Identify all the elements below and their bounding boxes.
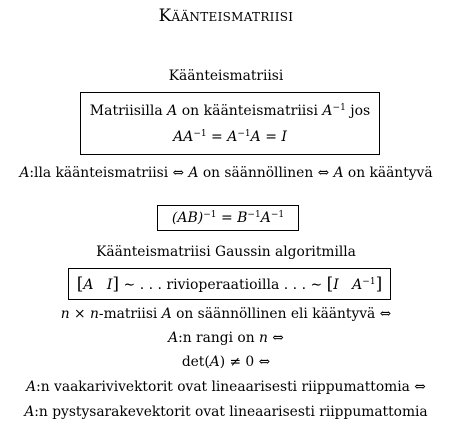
definition-equation: $AA^{-1} = A^{-1}A = I$ bbox=[173, 128, 287, 145]
condition-line-4: A:n vaakarivivektorit ovat lineaarisesti riippumattomia ⇔ bbox=[26, 379, 426, 395]
page-title: Käänteismatriisi bbox=[158, 5, 294, 25]
definition-heading: Käänteismatriisi bbox=[168, 68, 284, 84]
product-rule-box bbox=[157, 205, 299, 231]
gauss-heading: Käänteismatriisi Gaussin algoritmilla bbox=[96, 244, 356, 260]
equivalence-line: A:lla käänteismatriisi ⇔ A on säännöllinen ⇔ A on kääntyvä bbox=[19, 165, 433, 181]
condition-line-2: A:n rangi on n ⇔ bbox=[168, 330, 284, 346]
product-rule-equation: $(AB)^{-1} = B^{-1}A^{-1}$ bbox=[171, 210, 285, 226]
definition-statement: Matriisilla A on käänteismatriisi $A^{-1}$ jos bbox=[89, 102, 371, 119]
gauss-equation: [A I] ∼ . . . rivioperaatioilla . . . ∼ [I $A^{-1}$] bbox=[76, 273, 383, 294]
gauss-box bbox=[68, 268, 391, 300]
definition-box bbox=[80, 92, 380, 155]
condition-line-5: A:n pystysarakevektorit ovat lineaarisesti riippumattomia bbox=[24, 404, 428, 420]
condition-line-1: n × n-matriisi A on säännöllinen eli kääntyvä ⇔ bbox=[60, 306, 392, 322]
condition-line-3: det(A) ≠ 0 ⇔ bbox=[181, 354, 271, 370]
